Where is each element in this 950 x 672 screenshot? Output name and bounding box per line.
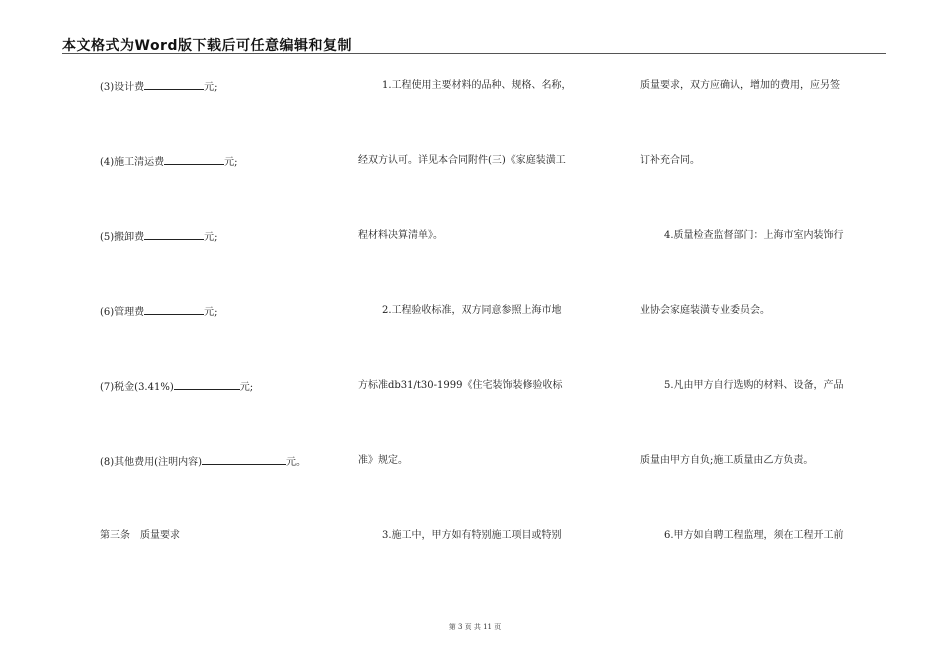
fee-unit: 元; — [239, 382, 254, 393]
fill-blank — [144, 230, 204, 240]
fee-label: (4)施工清运费 — [100, 157, 165, 168]
fee-line-other — [100, 455, 306, 469]
paragraph-line: 订补充合同。 — [640, 155, 700, 166]
fee-label: (7)税金(3.41%) — [100, 382, 174, 393]
fee-line-tax — [100, 380, 253, 394]
paragraph-line: 程材料决算清单》。 — [358, 230, 443, 241]
paragraph-line: 准》规定。 — [358, 455, 408, 466]
paragraph-line: 2.工程验收标准，双方同意参照上海市地 — [382, 305, 562, 316]
paragraph-line: 质量由甲方自负;施工质量由乙方负责。 — [640, 455, 814, 466]
fee-line-cleanup — [100, 155, 238, 169]
paragraph-line: 4.质量检查监督部门：上海市室内装饰行 — [664, 230, 844, 241]
page-number: 第 3 页 共 11 页 — [448, 623, 502, 631]
fee-unit: 元; — [204, 307, 218, 318]
header-divider — [62, 53, 886, 54]
paragraph-line: 6.甲方如自聘工程监理，须在工程开工前 — [664, 530, 844, 541]
paragraph-line: 业协会家庭装潢专业委员会。 — [640, 305, 770, 316]
fee-line-management — [100, 305, 218, 319]
fee-label: (6)管理费 — [100, 307, 145, 318]
fill-blank — [202, 455, 286, 465]
fee-label: (5)搬卸费 — [100, 232, 145, 243]
paragraph-line: 3.施工中，甲方如有特别施工项目或特别 — [382, 530, 562, 541]
section-heading-quality: 第三条 质量要求 — [100, 530, 180, 541]
fill-blank — [174, 380, 240, 390]
document-header: 本文格式为Word版下载后可任意编辑和复制 — [62, 38, 352, 54]
paragraph-line: 方标准db31/t30-1999《住宅装饰装修验收标 — [358, 380, 563, 391]
paragraph-line: 1.工程使用主要材料的品种、规格、名称， — [382, 80, 572, 91]
fee-unit: 元; — [204, 232, 218, 243]
paragraph-line: 5.凡由甲方自行选购的材料、设备，产品 — [664, 380, 844, 391]
fill-blank — [144, 305, 204, 315]
fill-blank — [144, 80, 204, 90]
fee-label: (3)设计费 — [100, 82, 145, 93]
fee-label: (8)其他费用(注明内容) — [100, 457, 202, 468]
paragraph-line: 质量要求，双方应确认，增加的费用，应另签 — [640, 80, 840, 91]
paragraph-line: 经双方认可。详见本合同附件(三)《家庭装潢工 — [358, 155, 566, 166]
fill-blank — [164, 155, 224, 165]
fee-line-design — [100, 80, 218, 94]
fee-unit: 元。 — [285, 457, 306, 468]
fee-line-handling — [100, 230, 218, 244]
fee-unit: 元; — [224, 157, 238, 168]
fee-unit: 元; — [204, 82, 218, 93]
